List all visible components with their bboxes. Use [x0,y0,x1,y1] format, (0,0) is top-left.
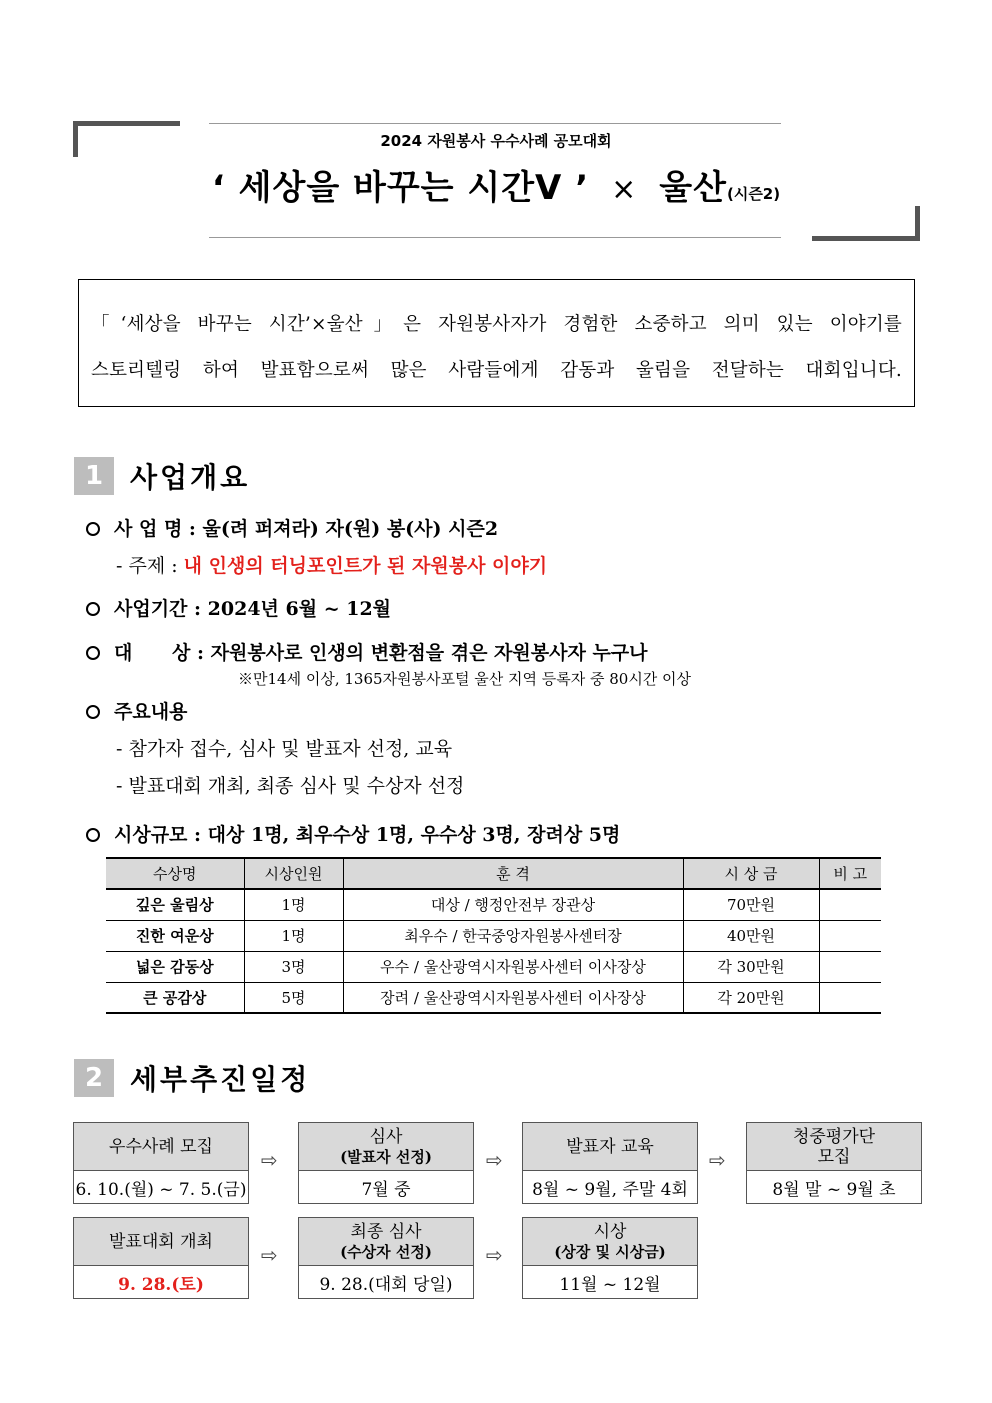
arrow-right-icon: ⇨ [261,1243,278,1267]
step-title: 우수사례 모집 [109,1136,213,1157]
content-line [86,697,187,724]
period-label: 사업기간 : [114,598,208,620]
table-cell: 깊은 울림상 [106,889,244,920]
arrow-right-icon: ⇨ [709,1148,726,1172]
table-cell: 40만원 [683,920,819,951]
table-cell: 1명 [244,920,343,951]
section-1-header [74,456,250,496]
step-title: 발표대회 개최 [109,1231,213,1252]
table-header-cell: 비 고 [819,858,881,889]
section-1-number: 1 [74,457,114,495]
step-title-box [299,1218,473,1266]
table-header-cell: 수상명 [106,858,244,889]
table-cell [819,889,881,920]
table-header-cell: 훈 격 [343,858,683,889]
step-title-box [747,1123,921,1171]
table-cell [819,951,881,982]
schedule-step-review [298,1122,474,1204]
page-subtitle: 2024 자원봉사 우수사례 공모대회 [380,132,612,150]
arrow-right-icon: ⇨ [486,1148,503,1172]
arrow-right-icon: ⇨ [486,1243,503,1267]
section-2-number: 2 [74,1059,114,1097]
project-name-label: 사 업 명 : [114,518,203,540]
award-scale-line [86,820,620,847]
step-date: 7월 중 [361,1179,411,1200]
title-corner-bottom-right-h [812,236,920,241]
schedule-step-contest [73,1217,249,1299]
table-cell: 넓은 감동상 [106,951,244,982]
table-row [106,951,881,982]
title-rule-bottom [209,237,781,238]
content-label: 주요내용 [114,701,188,723]
schedule-step-training [522,1122,698,1204]
step-title: 청중평가단 [792,1126,876,1147]
step-subtitle: (상장 및 시상금) [554,1242,666,1261]
page-title-main: ‘ 세상을 바꾸는 시간V ’ [211,168,590,208]
step-subtitle: (수상자 선정) [340,1242,432,1261]
table-cell: 큰 공감상 [106,982,244,1013]
bullet-circle-icon [86,522,100,536]
table-cell: 각 20만원 [683,982,819,1013]
step-title: 발표자 교육 [566,1136,654,1157]
theme-line [116,551,547,578]
target-label: 대 상 : [114,642,211,664]
schedule-step-final-review [298,1217,474,1299]
table-cell: 최우수 / 한국중앙자원봉사센터장 [343,920,683,951]
intro-line-1: 「‘세상을 바꾸는 시간’×울산」은 자원봉사자가 경험한 소중하고 의미 있는 이야기를 [91,314,902,335]
table-cell: 우수 / 울산광역시자원봉사센터 이사장상 [343,951,683,982]
period-line [86,594,391,621]
table-cell: 대상 / 행정안전부 장관상 [343,889,683,920]
title-corner-bottom-right-v [915,206,920,241]
bullet-circle-icon [86,705,100,719]
bullet-circle-icon [86,602,100,616]
page-title [0,160,992,209]
section-2-header [74,1058,310,1098]
step-title: 최종 심사 [350,1221,422,1242]
content-item-1: - 참가자 접수, 심사 및 발표자 선정, 교육 [116,738,453,760]
table-cell: 70만원 [683,889,819,920]
content-item-2: - 발표대회 개최, 최종 심사 및 수상자 선정 [116,775,465,797]
step-title-box [523,1123,697,1171]
table-cell [819,982,881,1013]
table-row [106,920,881,951]
table-header-cell: 시상인원 [244,858,343,889]
intro-box [78,279,915,407]
table-cell: 3명 [244,951,343,982]
title-times-glyph: × [611,172,638,207]
period-value: 2024년 6월 ~ 12월 [207,598,392,620]
step-title-box [523,1218,697,1266]
table-row [106,982,881,1013]
awards-table [106,857,881,1014]
step-title-box [74,1123,248,1171]
schedule-step-award [522,1217,698,1299]
step-date: 6. 10.(월) ~ 7. 5.(금) [75,1179,247,1200]
step-title-box [299,1123,473,1171]
step-title-box [74,1218,248,1266]
arrow-right-icon: ⇨ [261,1148,278,1172]
step-title: 시상 [593,1221,627,1242]
section-1-title: 사업개요 [130,461,251,494]
step-date: 9. 28.(토) [118,1274,204,1295]
bullet-circle-icon [86,646,100,660]
intro-line-2: 스토리텔링 하여 발표함으로써 많은 사람들에게 감동과 울림을 전달하는 대회입니다. [91,360,902,381]
schedule-step-recruit [73,1122,249,1204]
step-date: 8월 ~ 9월, 주말 4회 [532,1179,688,1200]
page-title-city: 울산 [659,168,727,208]
table-header-cell: 시 상 금 [683,858,819,889]
title-rule-top [209,123,781,124]
target-line [86,638,648,665]
step-title: 심사 [369,1126,403,1147]
table-cell: 각 30만원 [683,951,819,982]
table-cell: 1명 [244,889,343,920]
table-cell: 진한 여운상 [106,920,244,951]
target-value: 자원봉사로 인생의 변환점을 겪은 자원봉사자 누구나 [210,642,648,664]
step-subtitle: (발표자 선정) [340,1147,432,1166]
table-cell [819,920,881,951]
step-subtitle: 모집 [817,1146,851,1167]
step-date: 9. 28.(대회 당일) [319,1274,453,1295]
project-name-value: 울(려 퍼져라) 자(원) 봉(사) 시즌2 [202,518,499,540]
project-name-line [86,514,498,541]
target-note: ※만14세 이상, 1365자원봉사포털 울산 지역 등록자 중 80시간 이상 [238,670,692,688]
section-2-title: 세부추진일정 [130,1063,311,1096]
theme-value: 내 인생의 터닝포인트가 된 자원봉사 이야기 [183,555,548,577]
step-date: 8월 말 ~ 9월 초 [772,1179,896,1200]
table-cell: 5명 [244,982,343,1013]
schedule-step-audience [746,1122,922,1204]
award-scale-label: 시상규모 : [114,824,208,846]
table-cell: 장려 / 울산광역시자원봉사센터 이사장상 [343,982,683,1013]
table-header-row [106,858,881,889]
title-corner-top-left-h [73,121,180,126]
award-scale-value: 대상 1명, 최우수상 1명, 우수상 3명, 장려상 5명 [207,824,621,846]
table-row [106,889,881,920]
step-date: 11월 ~ 12월 [559,1274,661,1295]
bullet-circle-icon [86,828,100,842]
page-title-season: (시즌2) [726,185,781,203]
theme-label: - 주제 : [116,555,184,577]
